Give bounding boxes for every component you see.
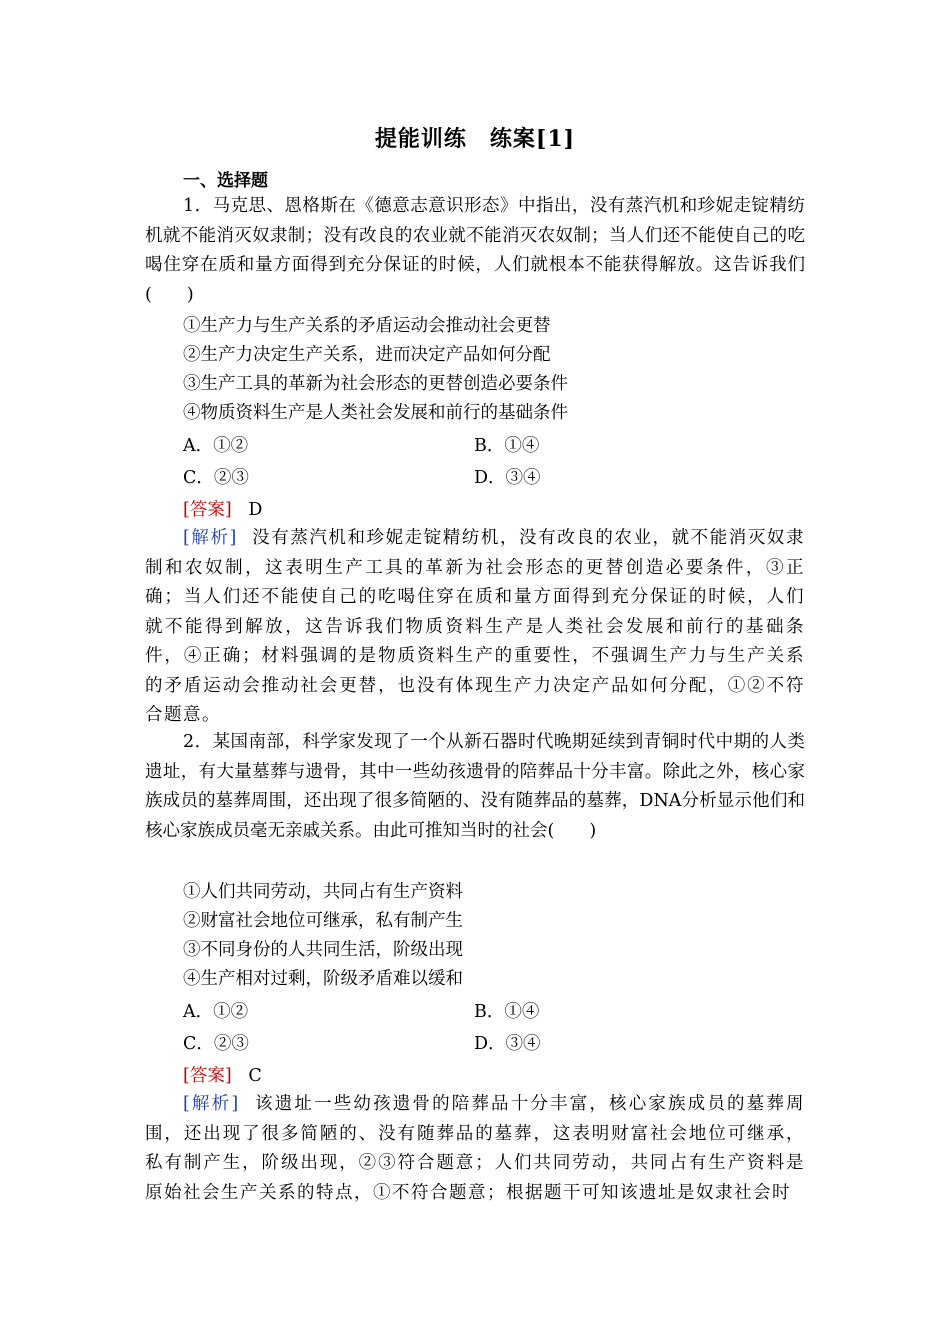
q2-item-4: ④生产相对过剩，阶级矛盾难以缓和 — [183, 969, 463, 989]
q1-item-2: ②生产力决定生产关系，进而决定产品如何分配 — [183, 345, 551, 365]
question-2-stem: 2．某国南部，科学家发现了一个从新石器时代晚期延续到青铜时代中期的人类遗址，有大量墓葬与遗骨，其中一些幼孩遗骨的陪葬品十分丰富。除此之外，核心家族成员的墓葬周围，还出现了很多简陋的、没有随葬品的墓葬，DNA分析显示他们和核心家族成员毫无亲戚关系。由此可推知当时的社会( ) — [145, 732, 805, 841]
analysis-text: 没有蒸汽机和珍妮走锭精纺机，没有改良的农业，就不能消灭奴隶制和农奴制，这表明生产工具的革新为社会形态的更替创造必要条件，③正确；当人们还不能使自己的吃喝住穿在质和量方面得到充分保证的时候，人们就不能得到解放，这告诉我们物质资料生产是人类社会发展和前行的基础条件，④正确；材料强调的是物质资料生产的重要性，不强调生产力与生产关系的矛盾运动会推动社会更替，也没有体现生产力决定产品如何分配，①②不符合题意。 — [145, 528, 805, 725]
q1-choice-c: C．②③ — [183, 468, 249, 488]
q2-choice-a: A．①② — [183, 1002, 249, 1022]
q2-item-1: ①人们共同劳动，共同占有生产资料 — [183, 882, 463, 902]
q1-answer — [183, 496, 262, 521]
q1-item-3: ③生产工具的革新为社会形态的更替创造必要条件 — [183, 374, 568, 394]
q2-analysis — [145, 1090, 805, 1208]
section-heading: 一、选择题 — [183, 171, 268, 191]
q2-item-3: ③不同身份的人共同生活，阶级出现 — [183, 940, 463, 960]
q2-choice-b: B．①④ — [474, 1002, 540, 1022]
page-title: 提能训练 练案[1] — [374, 126, 576, 152]
analysis-tag: [解析] — [183, 1094, 240, 1114]
q2-choice-c: C．②③ — [183, 1034, 249, 1054]
answer-value: C — [248, 1066, 262, 1086]
question-1-stem: 1．马克思、恩格斯在《德意志意识形态》中指出，没有蒸汽机和珍妮走锭精纺机就不能消灭奴隶制；没有改良的农业就不能消灭农奴制；当人们还不能使自己的吃喝住穿在质和量方面得到充分保证的时候，人们就根本不能获得解放。这告诉我们( ) — [145, 196, 805, 305]
answer-value: D — [248, 500, 263, 520]
q2-choice-d: D．③④ — [474, 1034, 541, 1054]
analysis-tag: [解析] — [183, 528, 238, 548]
q1-item-4: ④物质资料生产是人类社会发展和前行的基础条件 — [183, 403, 568, 423]
analysis-text: 该遗址一些幼孩遗骨的陪葬品十分丰富，核心家族成员的墓葬周围，还出现了很多简陋的、没有随葬品的墓葬，这表明财富社会地位可继承，私有制产生，阶级出现，②③符合题意；人们共同劳动，共同占有生产资料是原始社会生产关系的特点，①不符合题意；根据题干可知该遗址是奴隶社会时 — [145, 1094, 805, 1203]
answer-tag: [答案] — [183, 500, 232, 520]
q1-item-1: ①生产力与生产关系的矛盾运动会推动社会更替 — [183, 316, 551, 336]
answer-tag: [答案] — [183, 1066, 232, 1086]
q1-choice-b: B．①④ — [474, 436, 540, 456]
q2-answer — [183, 1062, 262, 1087]
q2-item-2: ②财富社会地位可继承，私有制产生 — [183, 911, 463, 931]
q1-choice-a: A．①② — [183, 436, 249, 456]
q1-choice-d: D．③④ — [474, 468, 541, 488]
q1-analysis — [145, 524, 805, 731]
